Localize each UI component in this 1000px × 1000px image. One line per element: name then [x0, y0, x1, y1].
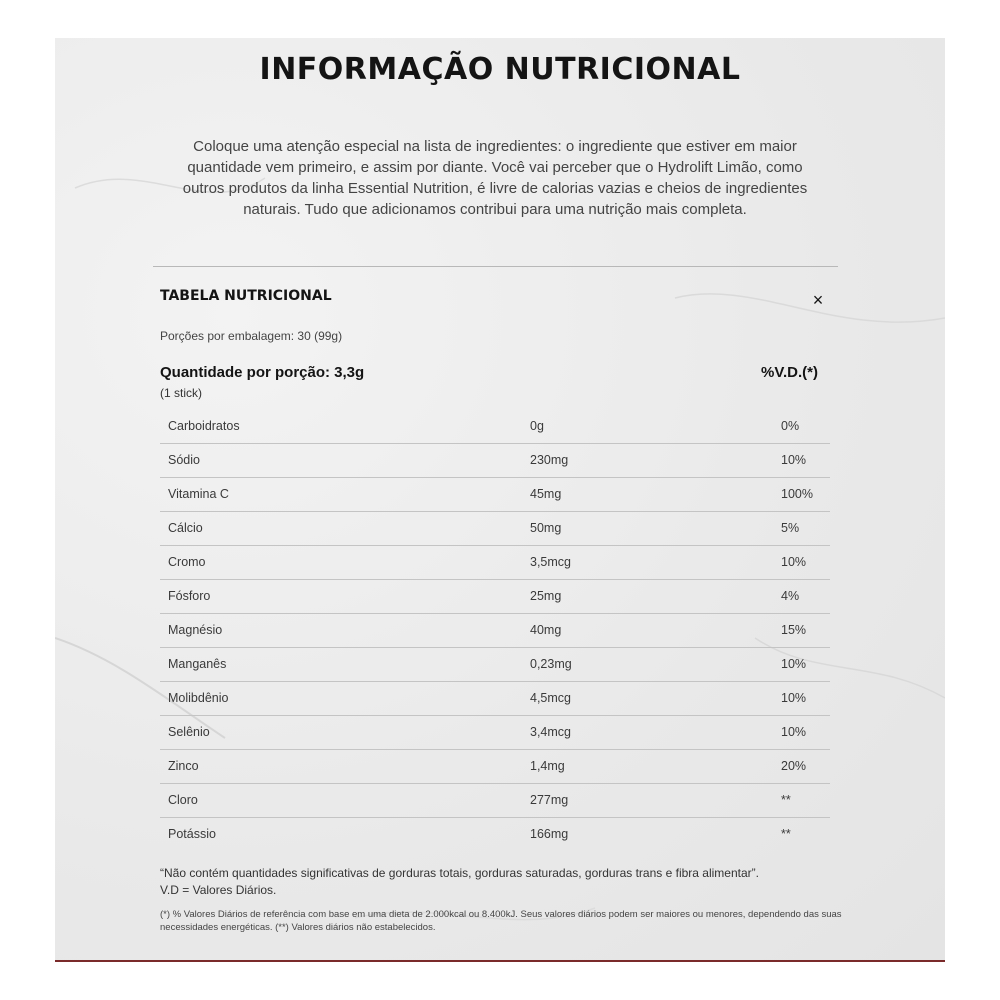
table-row — [160, 648, 830, 682]
nutrient-vd: 100% — [781, 487, 813, 501]
table-row — [160, 546, 830, 580]
nutrient-name: Cloro — [168, 793, 198, 807]
table-row — [160, 444, 830, 478]
nutrient-vd: 15% — [781, 623, 807, 637]
nutrient-amount: 230mg — [530, 453, 569, 467]
nutrient-vd: 10% — [781, 555, 807, 569]
table-row — [160, 478, 830, 512]
nutrient-name: Potássio — [168, 827, 216, 841]
page-title: INFORMAÇÃO NUTRICIONAL — [259, 52, 741, 87]
nutrient-amount: 40mg — [530, 623, 562, 637]
nutrient-vd: ** — [781, 793, 791, 807]
footnote-vd: V.D = Valores Diários. — [160, 883, 277, 897]
nutrient-amount: 3,5mcg — [530, 555, 571, 569]
stick-label: (1 stick) — [160, 386, 202, 400]
nutrient-name: Carboidratos — [168, 419, 240, 433]
nutrient-name: Vitamina C — [168, 487, 229, 501]
section-divider — [153, 266, 838, 267]
intro-text: Coloque uma atenção especial na lista de ingredientes: o ingrediente que estiver em maior quantidade vem primeiro, e assim por diante. Você vai perceber que o Hydrolift Limão, como outros produtos da linha Essential Nutrition, é livre de calorias vazias e cheios de ingredientes naturais. Tudo que adicionamos contribui para uma nutrição mais completa. — [182, 138, 808, 218]
table-row — [160, 682, 830, 716]
nutrient-amount: 277mg — [530, 793, 569, 807]
nutrient-amount: 166mg — [530, 827, 569, 841]
close-icon[interactable]: × — [812, 290, 824, 310]
table-row — [160, 716, 830, 750]
nutrient-name: Molibdênio — [168, 691, 229, 705]
nutrient-name: Zinco — [168, 759, 199, 773]
nutrient-amount: 3,4mcg — [530, 725, 571, 739]
nutrient-name: Cromo — [168, 555, 206, 569]
nutrient-vd: 10% — [781, 657, 807, 671]
nutrient-amount: 1,4mg — [530, 759, 565, 773]
nutrient-name: Magnésio — [168, 623, 223, 637]
nutrient-name: Fósforo — [168, 589, 211, 603]
nutrient-vd: 10% — [781, 453, 807, 467]
nutrient-name: Selênio — [168, 725, 210, 739]
nutrient-name: Manganês — [168, 657, 227, 671]
nutrient-vd: 5% — [781, 521, 800, 535]
nutrient-amount: 0g — [530, 419, 544, 433]
table-row — [160, 750, 830, 784]
table-heading: TABELA NUTRICIONAL — [160, 288, 332, 304]
nutrient-vd: ** — [781, 827, 791, 841]
nutrient-amount: 4,5mcg — [530, 691, 571, 705]
nutrient-amount: 50mg — [530, 521, 562, 535]
nutrient-name: Cálcio — [168, 521, 203, 535]
footnote-main-block — [160, 865, 840, 899]
footnote-main: “Não contém quantidades significativas de gorduras totais, gorduras saturadas, gorduras trans e fibra alimentar”. — [160, 866, 759, 880]
table-row — [160, 580, 830, 614]
nutrient-amount: 0,23mg — [530, 657, 572, 671]
footnote-small: (*) % Valores Diários de referência com base em uma dieta de 2.000kcal ou 8.400kJ. Seus valores diários podem ser maiores ou menores, dependendo das suas necessidades energéticas. (**) Valores diários não estabelecidos. — [160, 909, 842, 933]
nutrient-name: Sódio — [168, 453, 200, 467]
vd-header: %V.D.(*) — [761, 364, 818, 381]
nutrient-vd: 20% — [781, 759, 807, 773]
nutrient-vd: 10% — [781, 691, 807, 705]
table-row — [160, 512, 830, 546]
nutrient-vd: 10% — [781, 725, 807, 739]
nutrient-amount: 45mg — [530, 487, 562, 501]
table-row — [160, 410, 830, 444]
portions-label: Porções por embalagem: 30 (99g) — [160, 329, 343, 343]
nutrition-table — [160, 410, 830, 851]
nutrient-amount: 25mg — [530, 589, 562, 603]
nutrient-vd: 0% — [781, 419, 800, 433]
nutrient-vd: 4% — [781, 589, 800, 603]
table-row — [160, 614, 830, 648]
quantity-label: Quantidade por porção: 3,3g — [160, 364, 365, 381]
table-row — [160, 784, 830, 818]
table-row — [160, 818, 830, 851]
